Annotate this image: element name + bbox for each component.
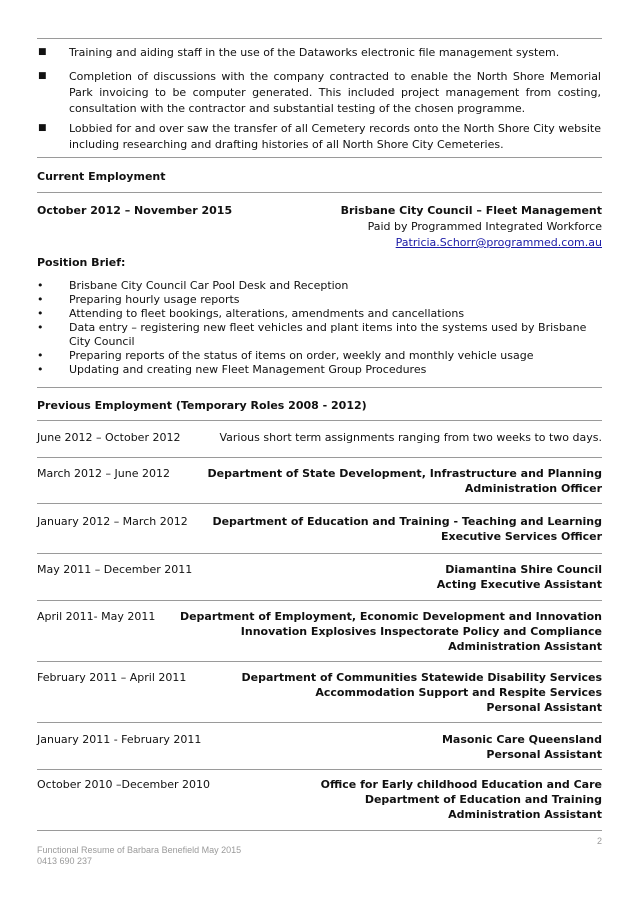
duty-text: Lobbied for and over saw the transfer of all Cemetery records onto the North Shore City website including researching and drafting histories of all North Shore City Cemeteries. bbox=[69, 122, 601, 151]
bullet-icon: • bbox=[37, 349, 44, 362]
role-title: Administration Officer bbox=[464, 482, 602, 495]
role-unit: Innovation Explosives Inspectorate Policy and Compliance bbox=[240, 625, 602, 638]
role-unit: Department of Education and Training bbox=[364, 793, 602, 806]
current-paid-by: Paid by Programmed Integrated Workforce bbox=[367, 220, 602, 233]
position-brief-heading: Position Brief: bbox=[37, 256, 126, 269]
role-employer: Department of Employment, Economic Development and Innovation bbox=[179, 610, 602, 623]
role-employer: Office for Early childhood Education and Care bbox=[320, 778, 602, 791]
brief-text: Preparing hourly usage reports bbox=[69, 293, 240, 306]
divider bbox=[37, 553, 602, 554]
bullet-icon: ■ bbox=[38, 123, 47, 133]
brief-text: Preparing reports of the status of items on order, weekly and monthly vehicle usage bbox=[69, 349, 534, 362]
role-employer: Department of Education and Training - Teaching and Learning bbox=[212, 515, 602, 528]
bullet-icon: • bbox=[37, 307, 44, 320]
current-email-link[interactable]: Patricia.Schorr@programmed.com.au bbox=[395, 236, 602, 249]
role-unit: Accommodation Support and Respite Services bbox=[315, 686, 602, 699]
brief-text: Updating and creating new Fleet Management Group Procedures bbox=[69, 363, 427, 376]
role-title: Executive Services Officer bbox=[440, 530, 602, 543]
current-employer: Brisbane City Council – Fleet Management bbox=[340, 204, 602, 217]
divider bbox=[37, 38, 602, 39]
divider bbox=[37, 503, 602, 504]
divider bbox=[37, 830, 602, 831]
role-dates: January 2011 - February 2011 bbox=[37, 733, 202, 746]
brief-text: Brisbane City Council Car Pool Desk and Reception bbox=[69, 279, 349, 292]
role-employer: Masonic Care Queensland bbox=[441, 733, 602, 746]
current-dates: October 2012 – November 2015 bbox=[37, 204, 233, 217]
role-title: Personal Assistant bbox=[486, 701, 602, 714]
page-number: 2 bbox=[596, 836, 602, 846]
role-dates: January 2012 – March 2012 bbox=[37, 515, 188, 528]
role-dates: February 2011 – April 2011 bbox=[37, 671, 187, 684]
role-dates: June 2012 – October 2012 bbox=[37, 431, 181, 444]
bullet-icon: • bbox=[37, 279, 44, 292]
role-employer: Department of Communities Statewide Disability Services bbox=[241, 671, 602, 684]
duty-text: Completion of discussions with the company contracted to enable the North Shore Memorial Park invoicing to be computer generated. This included project management from costing, consultation with the contractor and substantial testing of the chosen programme. bbox=[69, 70, 601, 115]
divider bbox=[37, 387, 602, 388]
brief-text: Attending to fleet bookings, alterations, amendments and cancellations bbox=[69, 307, 465, 320]
footer-title: Functional Resume of Barbara Benefield May 2015 bbox=[37, 845, 242, 855]
current-employment-heading: Current Employment bbox=[37, 170, 166, 183]
role-employer: Department of State Development, Infrastructure and Planning bbox=[207, 467, 602, 480]
role-dates: March 2012 – June 2012 bbox=[37, 467, 170, 480]
divider bbox=[37, 722, 602, 723]
divider bbox=[37, 600, 602, 601]
role-dates: May 2011 – December 2011 bbox=[37, 563, 193, 576]
divider bbox=[37, 157, 602, 158]
bullet-icon: ■ bbox=[38, 47, 47, 57]
bullet-icon: • bbox=[37, 363, 44, 376]
role-title: Administration Assistant bbox=[448, 808, 602, 821]
role-title: Acting Executive Assistant bbox=[436, 578, 602, 591]
divider bbox=[37, 192, 602, 193]
divider bbox=[37, 457, 602, 458]
duty-text: Training and aiding staff in the use of the Dataworks electronic file management system. bbox=[69, 46, 560, 59]
brief-text: Data entry – registering new fleet vehicles and plant items into the systems used by Brisbane City Council bbox=[69, 321, 587, 348]
role-title: Various short term assignments ranging from two weeks to two days. bbox=[219, 431, 602, 444]
bullet-icon: • bbox=[37, 293, 44, 306]
role-dates: October 2010 –December 2010 bbox=[37, 778, 211, 791]
footer-phone: 0413 690 237 bbox=[37, 856, 93, 866]
previous-employment-heading: Previous Employment (Temporary Roles 2008 - 2012) bbox=[37, 399, 367, 412]
bullet-icon: • bbox=[37, 321, 44, 334]
divider bbox=[37, 661, 602, 662]
role-dates: April 2011- May 2011 bbox=[37, 610, 156, 623]
divider bbox=[37, 420, 602, 421]
role-title: Administration Assistant bbox=[448, 640, 602, 653]
divider bbox=[37, 769, 602, 770]
role-employer: Diamantina Shire Council bbox=[445, 563, 602, 576]
role-title: Personal Assistant bbox=[486, 748, 602, 761]
bullet-icon: ■ bbox=[38, 71, 47, 81]
